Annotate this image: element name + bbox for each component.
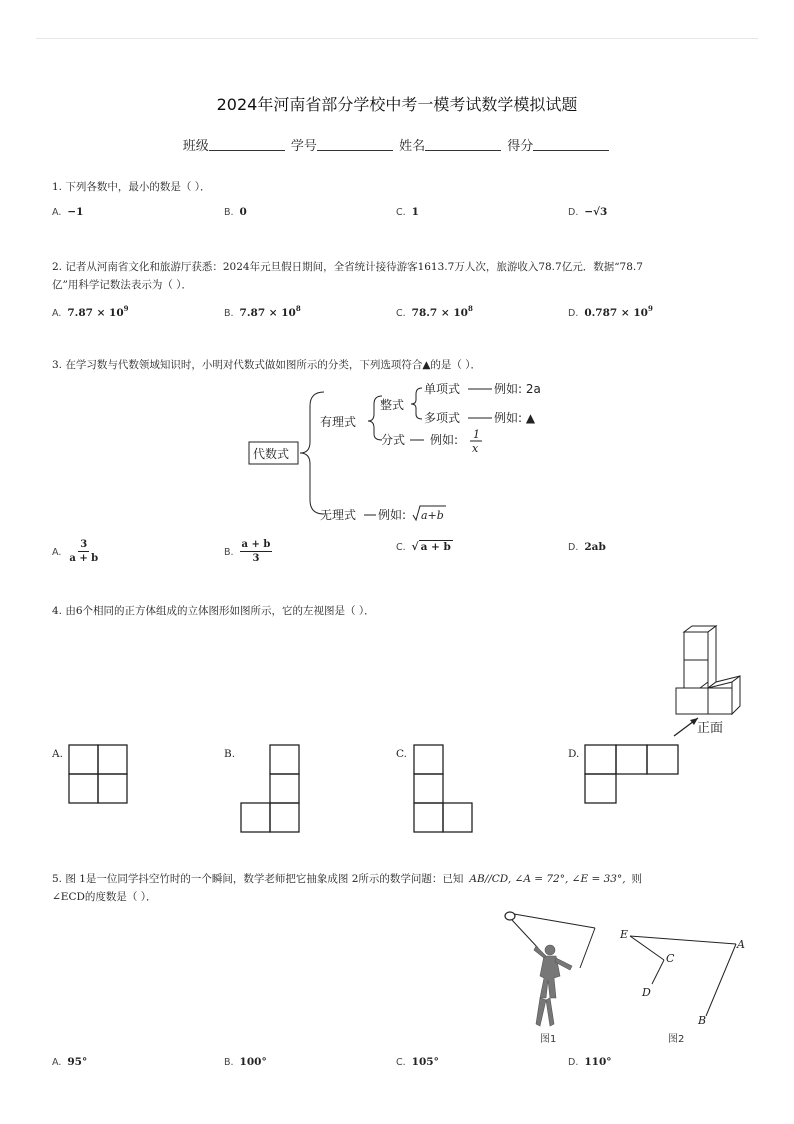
q5-option-a[interactable]: A. 95° [52, 1056, 88, 1068]
class-blank[interactable] [209, 138, 285, 151]
q2-stem-line1: 2. 记者从河南省文化和旅游厅获悉：2024年元旦假日期间，全省统计接待游客1613.7万人次，旅游收入78.7亿元．数据“78.7 [52, 261, 643, 273]
q4-option-d-label[interactable]: D. [568, 748, 580, 760]
student-info-line [0, 135, 794, 154]
point-a: A [737, 938, 745, 951]
q4-option-b-label[interactable]: B. [224, 748, 236, 760]
polynomial-label: 多项式 [424, 411, 461, 425]
q1-option-a[interactable]: A. −1 [52, 206, 84, 218]
q2-option-c[interactable]: C. $78.7 \times 10^8$ [396, 304, 473, 319]
monomial-example: 例如: 2a [494, 382, 541, 396]
q5-option-c[interactable]: C. 105° [396, 1056, 439, 1068]
q5-condition: AB//CD, ∠A = 72°, ∠E = 33°, [469, 873, 626, 885]
fractional-denominator: x [472, 442, 479, 455]
name-label: 姓名 [399, 139, 426, 154]
irrational-example: 例如: [378, 508, 407, 522]
q5-figure2-geometry[interactable] [616, 924, 756, 1048]
q1-option-d[interactable]: D. −√3 [568, 206, 608, 218]
figure1-caption: 图1 [540, 1034, 557, 1045]
polynomial-example: 例如: ▲ [494, 411, 536, 425]
q2-option-b[interactable]: B. $7.87 \times 10^8$ [224, 304, 301, 319]
monomial-label: 单项式 [424, 382, 461, 396]
rational-label: 有理式 [320, 415, 357, 429]
figure2-caption: 图2 [668, 1034, 685, 1045]
point-e: E [620, 928, 629, 941]
point-b: B [698, 1014, 707, 1027]
q3-stem: 3. 在学习数与代数领域知识时，小明对代数式做如图所示的分类，下列选项符合▲的是（ ）． [52, 359, 482, 371]
main-brace [300, 392, 324, 514]
name-blank[interactable] [425, 138, 501, 151]
q1-stem: 1. 下列各数中，最小的数是（ ）． [52, 181, 211, 193]
q3-option-a[interactable]: A. $\frac{3}{a + b}$ [52, 539, 99, 564]
q4-option-c-label[interactable]: C. [396, 748, 407, 760]
score-blank[interactable] [533, 138, 609, 151]
q4-option-a-view[interactable] [68, 744, 130, 806]
integral-brace [411, 388, 422, 419]
q4-option-a-label[interactable]: A. [52, 748, 63, 760]
point-c: C [666, 952, 675, 965]
q2-stem-line2: 亿”用科学记数法表示为（ ）． [52, 279, 192, 291]
q3-classification-diagram [240, 376, 560, 526]
front-view-label: 正面 [697, 721, 724, 736]
q5-option-d[interactable]: D. 110° [568, 1056, 612, 1068]
q3-option-b[interactable]: B. $\frac{a + b}{3}$ [224, 539, 271, 564]
fractional-label: 分式 [381, 433, 406, 447]
q5-option-b[interactable]: B. 100° [224, 1056, 267, 1068]
irrational-value: a+b [421, 509, 444, 522]
q4-option-b-view[interactable] [240, 744, 302, 834]
q4-option-d-view[interactable] [584, 744, 680, 806]
q4-stem: 4. 由6个相同的正方体组成的立体图形如图所示，它的左视图是（ ）． [52, 605, 375, 617]
point-d: D [642, 986, 651, 999]
q2-option-d[interactable]: D. $0.787 \times 10^9$ [568, 304, 653, 319]
class-label: 班级 [182, 139, 209, 154]
q3-option-d[interactable]: D. 2ab [568, 541, 606, 553]
q5-stem-line1: 5. 图 1是一位同学抖空竹时的一个瞬间，数学老师把它抽象成图 2所示的数学问题：已知 AB//CD, ∠A = 72°, ∠E = 33°, 则 [52, 873, 643, 885]
page-title: 2024年河南省部分学校中考一模考试数学模拟试题 [216, 95, 578, 114]
q1-option-b[interactable]: B. 0 [224, 206, 247, 218]
q5-figure1-diddle [500, 906, 620, 1046]
q3-option-c[interactable]: C. √ a + b [396, 541, 451, 553]
q5-stem-line2: ∠ECD的度数是（ ）． [52, 891, 157, 903]
page-top-rule [36, 38, 758, 39]
score-label: 得分 [507, 139, 534, 154]
root-label: 代数式 [253, 447, 290, 461]
fractional-example: 例如: [430, 433, 459, 447]
integral-label: 整式 [380, 398, 405, 412]
q2-option-a[interactable]: A. $7.87 \times 10^9$ [52, 304, 129, 319]
number-blank[interactable] [317, 138, 393, 151]
q4-option-c-view[interactable] [413, 744, 475, 834]
number-label: 学号 [290, 139, 317, 154]
irrational-label: 无理式 [320, 508, 357, 522]
q1-option-c[interactable]: C. 1 [396, 206, 419, 218]
fractional-numerator: 1 [473, 428, 480, 441]
